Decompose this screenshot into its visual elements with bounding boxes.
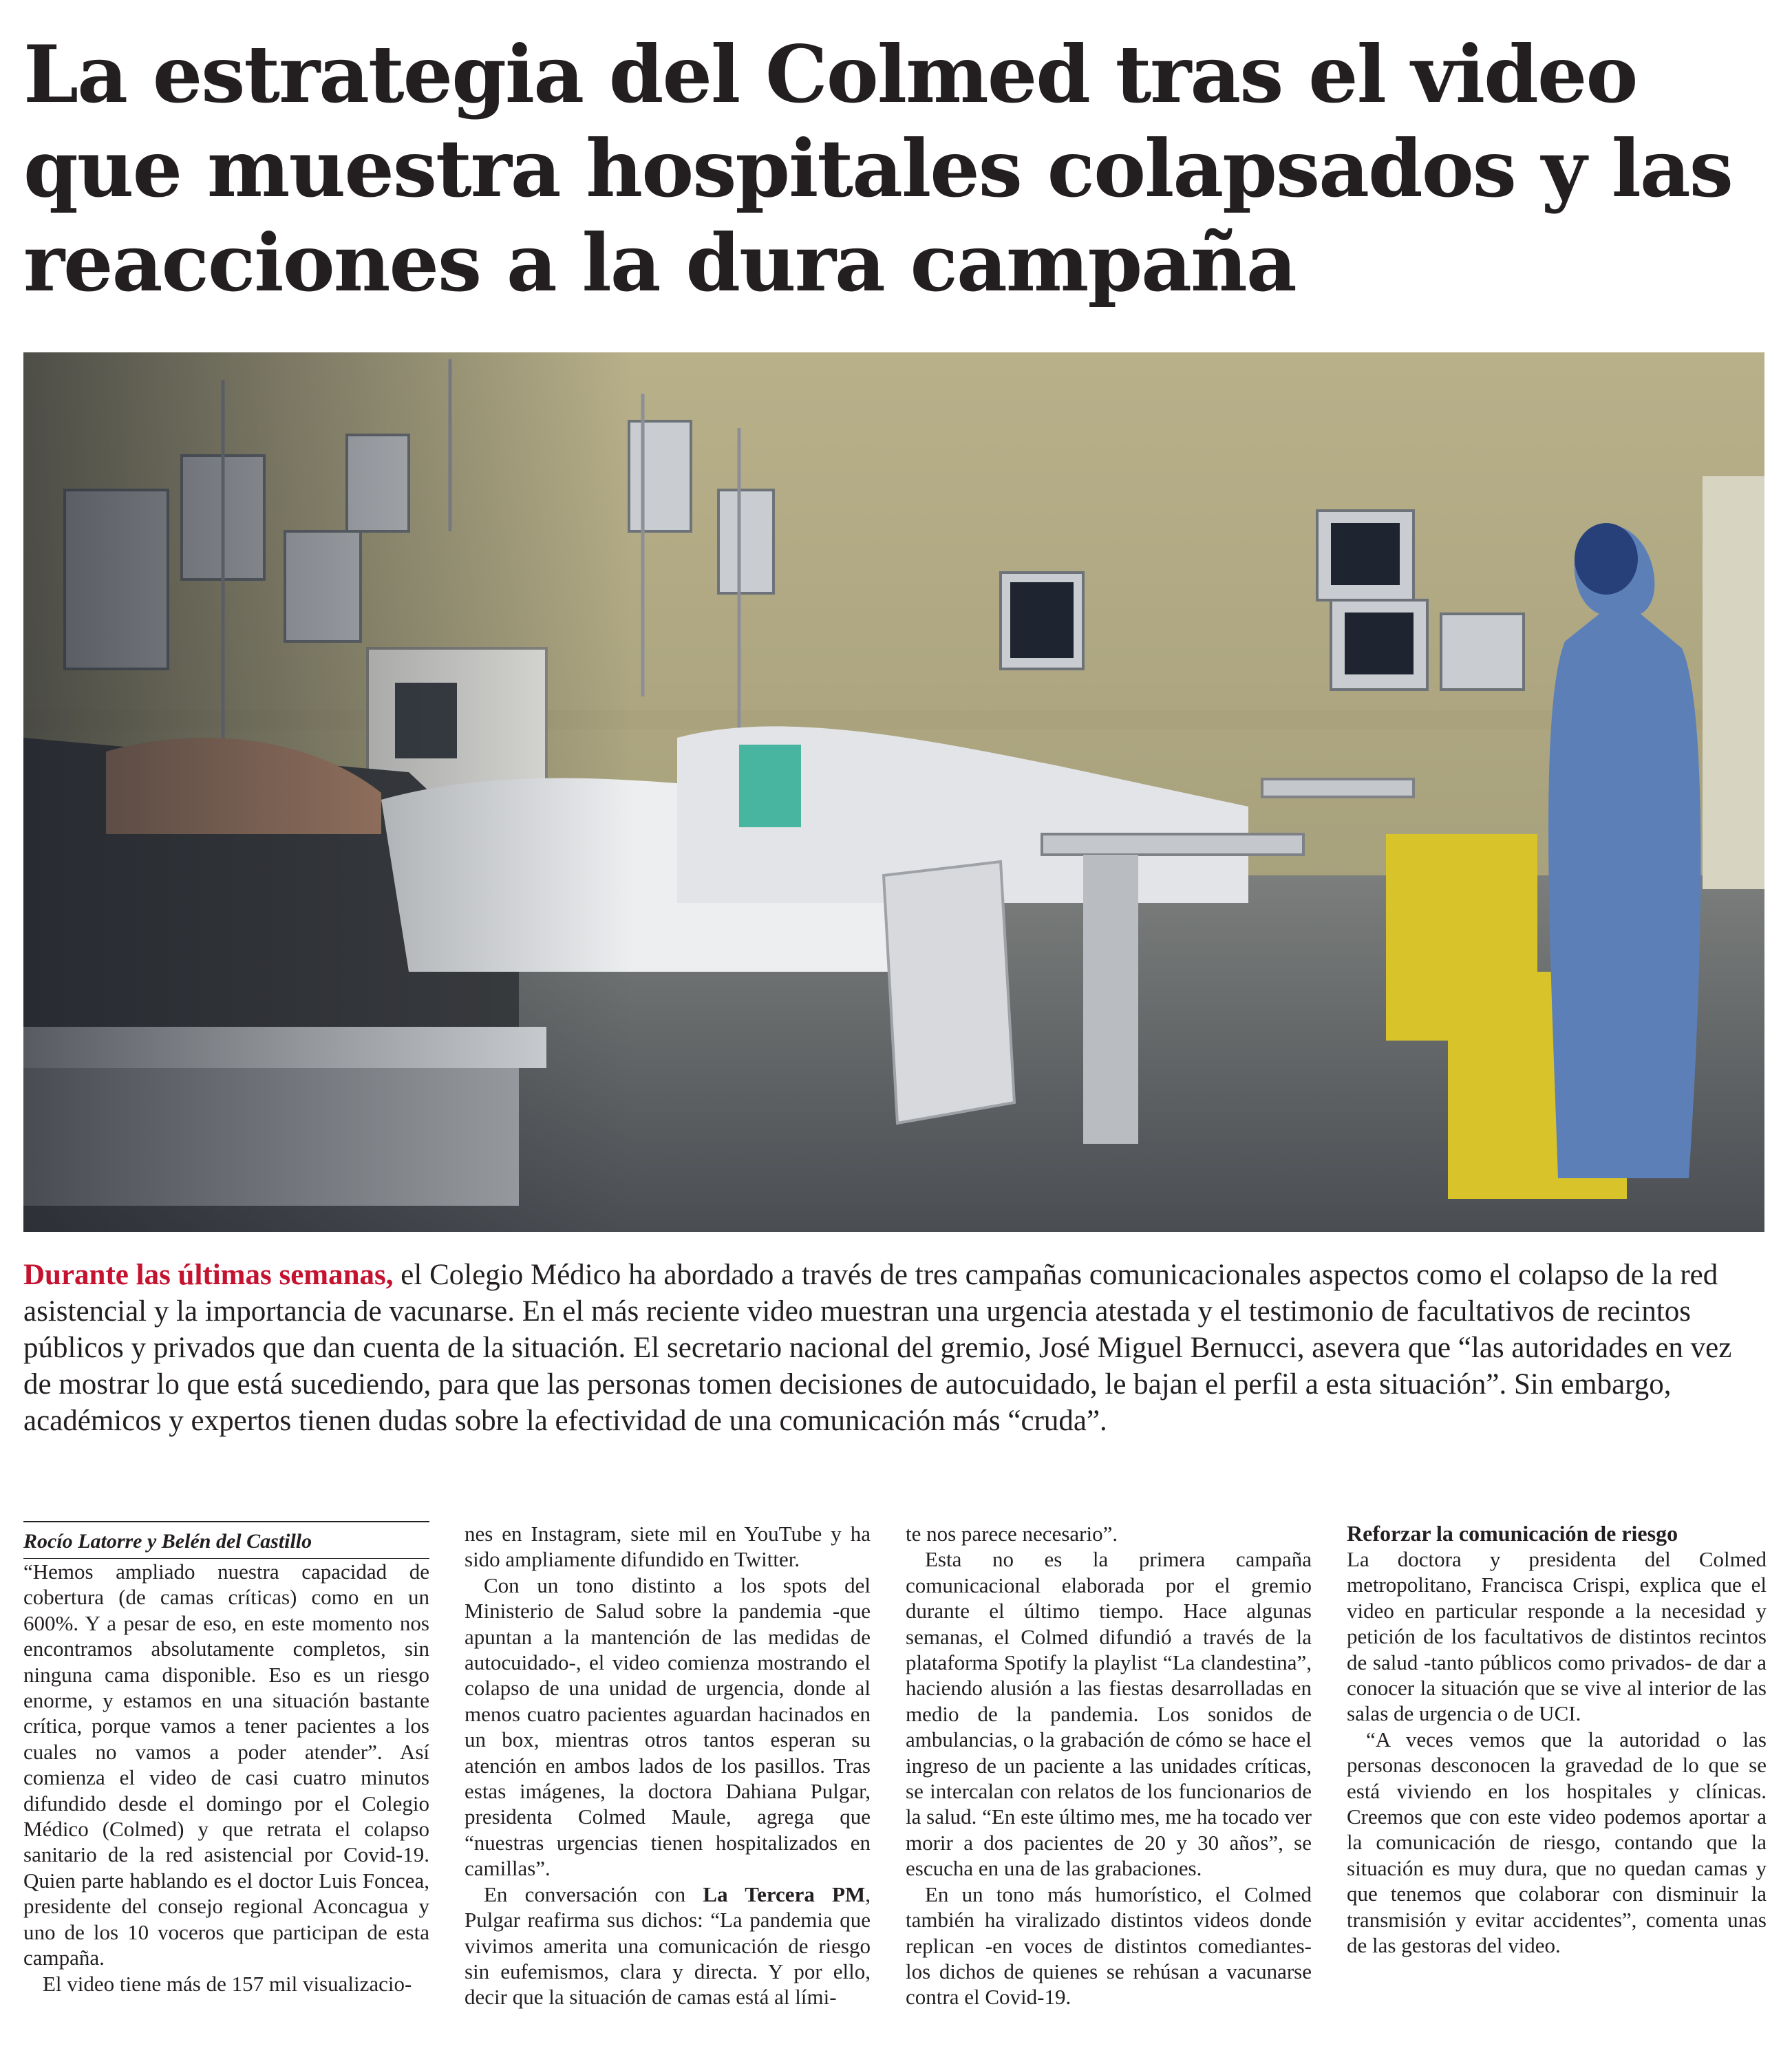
lead-paragraph [23, 1257, 1764, 1439]
col4-paragraph-1: La doctora y presidenta del Colmed metropolitano, Francisca Crispi, explica que el video en particular responde a la necesidad y petición de los facultativos de distintos recintos de salud -tanto públicos como privados- de dar a conocer la situación que se vive al interior de las salas de urgencia o de UCI. [1347, 1547, 1767, 1726]
col2-paragraph-1: nes en Instagram, siete mil en YouTube y ha sido ampliamente difundido en Twitter. [465, 1522, 871, 1572]
column-2 [465, 1521, 871, 2044]
hospital-icu-photo [23, 352, 1764, 1232]
col2-paragraph-3-start: En conversación con [484, 1882, 703, 1906]
col3-paragraph-1: te nos parece necesario”. [906, 1522, 1118, 1546]
lead-kicker: Durante las últimas semanas, [23, 1259, 394, 1291]
col1-paragraph-2: El video tiene más de 157 mil visualizacio- [43, 1971, 412, 1996]
column-1 [23, 1521, 429, 2044]
publication-name: La Tercera PM [703, 1882, 866, 1906]
col3-paragraph-2: Esta no es la primera campaña comunicacional elaborada por el gremio durante el último tiempo. Hace algunas semanas, el Colmed difundió a través de la plataforma Spotify la playlist “La clandestina”, haciendo alusión a las fiestas desarrolladas en medio de la pandemia. Los sonidos de ambulancias, o la grabación de cómo se hace el ingreso de un paciente a las unidades críticas, se intercalan con relatos de los funcionarios de la salud. “En este último mes, me ha tocado ver morir a dos pacientes de 20 y 30 años”, se escucha en una de las grabaciones. [906, 1547, 1312, 1881]
section-subhead: Reforzar la comunicación de riesgo [1347, 1521, 1678, 1546]
col2-paragraph-2: Con un tono distinto a los spots del Ministerio de Salud sobre la pandemia -que apuntan a la mantención de las medidas de autocuidado-, el video comienza mostrando el colapso de una unidad de urgencia, donde al menos cuatro pacientes aguardan hacinados en un box, mientras otros tantos esperan su atención en ambos lados de los pasillos. Tras estas imágenes, la doctora Dahiana Pulgar, presidenta Colmed Maule, agrega que “nuestras urgencias tienen hospitalizados en camillas”. [465, 1573, 871, 1881]
col2-paragraph-3-end: , Pulgar reafirma sus dichos: “La pandemia que vivimos amerita una comunicación de riesgo sin eufemismos, clara y directa. Y por ello, decir que la situación de camas está al lími- [465, 1882, 871, 2010]
col2-paragraph-3 [465, 1882, 871, 2010]
col4-paragraph-2: “A veces vemos que la autoridad o las personas desconocen la gravedad de lo que se está viviendo en los hospitales y clínicas. Creemos que con este video podemos aportar a la comunicación de riesgo, contando que la situación es muy dura, que no quedan camas y que tenemos que colaborar con disminuir la transmisión y evitar accidentes”, comenta unas de las gestoras del video. [1347, 1727, 1767, 1958]
lead-text: el Colegio Médico ha abordado a través de tres campañas comunicacionales aspectos como el colapso de la red asistencial y la importancia de vacunarse. En el más reciente video muestran una urgencia atestada y el testimonio de facultativos de recintos públicos y privados que dan cuenta de la situación. El secretario nacional del gremio, José Miguel Bernucci, asevera que “las autoridades en vez de mostrar lo que está sucediendo, para que las personas tomen decisiones de autocuidado, le bajan el perfil a esta situación”. Sin embargo, académicos y expertos tienen dudas sobre la efectividad de una comunicación más “cruda”. [23, 1259, 1732, 1437]
column-4 [1347, 1521, 1767, 2044]
headline: La estrategia del Colmed tras el video que muestra hospitales colapsados y las reacciones a la dura campaña [23, 28, 1732, 309]
column-3 [906, 1521, 1312, 2044]
col1-paragraph-1: “Hemos ampliado nuestra capacidad de cobertura (de camas críticas) como en un 600%. Y a pesar de eso, en este momento nos encontramos absolutamente completos, sin ninguna cama disponible. Eso es un riesgo enorme, y estamos en una situación bastante crítica, porque vamos a tener pacientes a los cuales no vamos a poder atender”. Así comienza el video de casi cuatro minutos difundido desde el domingo por el Colegio Médico (Colmed) y que retrata el colapso sanitario de la red asistencial por Covid-19. Quien parte hablando es el doctor Luis Foncea, presidente del consejo regional Aconcagua y uno de los 10 voceros que participan de esta campaña. [23, 1559, 429, 1970]
col3-paragraph-3: En un tono más humorístico, el Colmed también ha viralizado distintos videos donde replican -en voces de distintos comediantes- los dichos de quienes se rehúsan a vacunarse contra el Covid-19. [906, 1882, 1312, 2010]
byline: Rocío Latorre y Belén del Castillo [23, 1521, 429, 1559]
